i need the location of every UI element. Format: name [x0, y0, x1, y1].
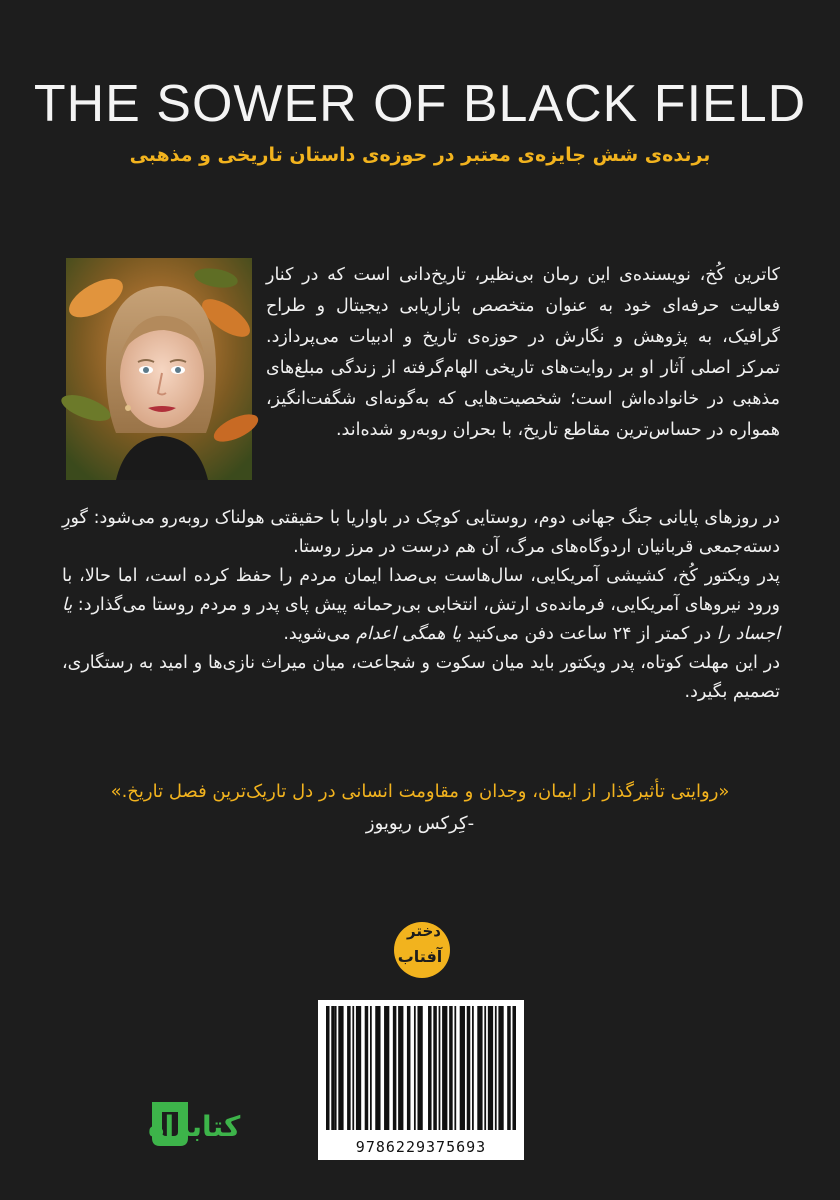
book-title: THE SOWER OF BLACK FIELD — [33, 75, 807, 133]
photo-spacer — [66, 260, 266, 492]
barcode-bar — [414, 1006, 416, 1130]
synopsis-p2-mid: در کمتر از ۲۴ ساعت دفن می‌کنید — [461, 624, 717, 644]
author-bio-text: کاترین کُخ، نویسنده‌ی این رمان بی‌نظیر، تاریخ‌دانی است که در کنار فعالیت حرفه‌ای خود به عنوان متخصص بازاریابی دیجیتال و طراح گرافیک، به پژوهش و نگارش در حوزه‌ی تاریخ و ادبیات می‌پردازد. تمرکز اصلی آثار او بر روایت‌های تاریخی الهام‌گرفته از زندگی مبلغ‌های مذهبی در خانواده‌اش است؛ شخصیت‌هایی که به‌گونه‌ای شگفت‌انگیز، همواره در حساس‌ترین مقاطع تاریخ، با بحران روبه‌رو شده‌اند. — [266, 265, 780, 440]
book-subtitle: برنده‌ی شش جایزه‌ی معتبر در حوزه‌ی داستان تاریخی و مذهبی — [129, 144, 711, 166]
barcode-bar — [488, 1006, 493, 1130]
synopsis-p2-end: می‌شوید. — [283, 624, 357, 644]
barcode-bar — [460, 1006, 465, 1130]
synopsis-p2-emphasis-2: یا همگی اعدام — [356, 624, 462, 644]
barcode-bar — [454, 1006, 456, 1130]
review-source: -کِرکس ریویوز — [365, 813, 475, 834]
barcode-bar — [428, 1006, 432, 1130]
barcode-bar — [507, 1006, 511, 1130]
barcode-bar — [393, 1006, 397, 1130]
barcode-bar — [417, 1006, 422, 1130]
barcode-bar — [512, 1006, 516, 1130]
barcode-bar — [356, 1006, 361, 1130]
barcode-bar — [335, 1006, 337, 1130]
barcode-bar — [442, 1006, 447, 1130]
barcode-bar — [326, 1006, 330, 1130]
synopsis-paragraph-2 — [62, 562, 780, 649]
barcode-bar — [398, 1006, 403, 1130]
review-quote: «روایتی تأثیرگذار از ایمان، وجدان و مقاومت انسانی در دل تاریک‌ترین فصل تاریخ.» — [110, 781, 730, 802]
barcode-bar — [467, 1006, 471, 1130]
barcode-bars — [318, 1000, 524, 1132]
barcode-bar — [407, 1006, 411, 1130]
synopsis-paragraph-3: در این مهلت کوتاه، پدر ویکتور باید میان سکوت و شجاعت، میان میراث نازی‌ها و امید به رستگاری، تصمیم بگیرد. — [62, 653, 780, 702]
synopsis-p2-start: پدر ویکتور کُخ، کشیشی آمریکایی، سال‌هاست بی‌صدا ایمان مردم را حفظ کرده است، اما حالا، با ورود نیروهای آمریکایی، فرمانده‌ی ارتش، انتخابی بی‌رحمانه پیش پای پدر و مردم روستا می‌گذارد: — [62, 566, 780, 615]
ketabrah-wordmark: کتابراه — [148, 1110, 241, 1143]
barcode-bar — [439, 1006, 441, 1130]
barcode-bar — [449, 1006, 453, 1130]
barcode-bar — [498, 1006, 503, 1130]
barcode-bar — [375, 1006, 380, 1130]
barcode-bar — [495, 1006, 497, 1130]
barcode-number: 9786229375693 — [355, 1138, 487, 1156]
barcode-bar — [352, 1006, 354, 1130]
synopsis-paragraph-1: در روزهای پایانی جنگ جهانی دوم، روستایی کوچک در باواریا با حقیقتی هولناک روبه‌رو می‌شود: گورِ دسته‌جمعی قربانیان اردوگاه‌های مرگ، آن هم درست در مرز روستا. — [62, 508, 780, 557]
isbn-barcode — [318, 1000, 524, 1160]
synopsis-p2-emphasis-1: یا اجساد را — [62, 595, 780, 644]
publisher-name-line-1: دختر — [407, 922, 441, 940]
barcode-bar — [384, 1006, 389, 1130]
ketabrah-logo — [40, 1098, 241, 1148]
publisher-logo — [388, 914, 454, 980]
author-bio — [66, 260, 780, 492]
publisher-name-line-2: آفتاب — [397, 947, 443, 966]
barcode-bar — [370, 1006, 372, 1130]
barcode-bar — [433, 1006, 437, 1130]
barcode-bar — [472, 1006, 474, 1130]
ketabrah-logo-icon — [40, 1098, 241, 1148]
barcode-bar — [338, 1006, 343, 1130]
barcode-bar — [484, 1006, 486, 1130]
barcode-bar — [477, 1006, 482, 1130]
sun-logo-icon — [388, 914, 454, 980]
barcode-bar — [347, 1006, 351, 1130]
barcode-bar — [365, 1006, 369, 1130]
book-synopsis — [62, 504, 780, 707]
barcode-bar — [331, 1006, 335, 1130]
